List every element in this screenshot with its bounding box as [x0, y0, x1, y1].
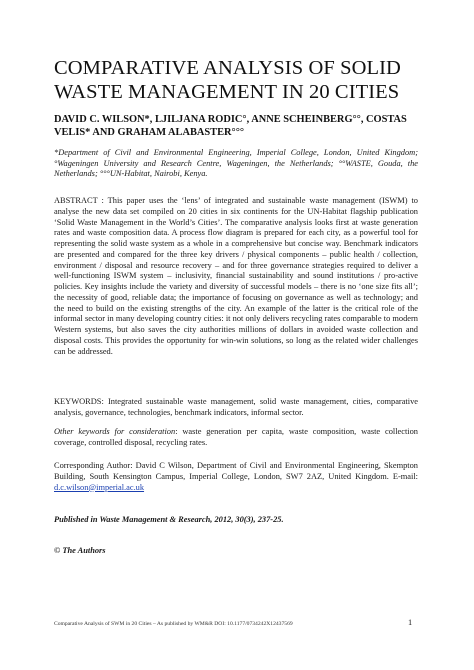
- abstract: ABSTRACT : This paper uses the ‘lens’ of integrated and sustainable waste management (ISWM) to analyse the new data set compiled on 20 cities in six continents for the UN-Habitat flagship publication ‘Solid Waste Management in the World’s Cities’. The comparative analysis looks first at waste generation rates and waste composition data. A process flow diagram is prepared for each city, as a powerful tool for representing the solid waste system as a whole in a comprehensive but concise way. Benchmark indicators are presented and compared for the three key drivers / physical components – public health / collection, environment / disposal and resource recovery – and for three governance strategies required to deliver a well-functioning ISWM system – inclusivity, financial sustainability and sound institutions / pro-active policies. Key insights include the variety and diversity of successful models – there is no ‘one size fits all’; the necessity of good, reliable data; the importance of focusing on governance as well as technology; and the need to build on the existing strengths of the city. An example of the latter is the critical role of the informal sector in many developing country cities: it not only delivers recycling rates comparable to modern Western systems, but also saves the city authorities millions of dollars in avoided waste collection and disposal costs. This provides the opportunity for win-win solutions, so long as the related wider challenges can be addressed.: [54, 196, 418, 356]
- other-keywords-text: : waste generation per capita, waste composition, waste collection coverage, controlled disposal, recycling rates.: [54, 427, 418, 447]
- affiliations: *Department of Civil and Environmental Engineering, Imperial College, London, United Kingdom; °Wageningen University and Research Centre, Wageningen, the Netherlands; °°WASTE, Gouda, the Netherlands; °°°UN-Habitat, Nairobi, Kenya.: [54, 148, 418, 179]
- page-footer: Comparative Analysis of SWM in 20 Cities – As published by WM&R DOI: 10.1177/0734242X12437569: [54, 621, 293, 627]
- corresponding-author: [54, 461, 418, 493]
- keywords: KEYWORDS: Integrated sustainable waste management, solid waste management, cities, comparative analysis, governance, technologies, benchmark indicators, informal sector.: [54, 397, 418, 417]
- other-keywords: [54, 427, 418, 449]
- author-list: DAVID C. WILSON*, LJILJANA RODIC°, ANNE SCHEINBERG°°, COSTAS VELIS* AND GRAHAM ALABASTER°°°: [54, 114, 407, 138]
- copyright-note: © The Authors: [54, 546, 106, 555]
- other-keywords-label: Other keywords for consideration: [54, 427, 176, 436]
- email-link[interactable]: d.c.wilson@imperial.ac.uk: [54, 482, 145, 492]
- corresponding-author-text: Corresponding Author: David C Wilson, Department of Civil and Environmental Engineering, Skempton Building, South Kensington Campus, Imperial College, London, SW7 2AZ, United Kingdom. E-mail:: [54, 461, 418, 481]
- paper-title: COMPARATIVE ANALYSIS OF SOLID WASTE MANAGEMENT IN 20 CITIES: [54, 57, 401, 103]
- publication-note: Published in Waste Management & Research, 2012, 30(3), 237-25.: [54, 515, 284, 524]
- page-number: 1: [408, 618, 413, 627]
